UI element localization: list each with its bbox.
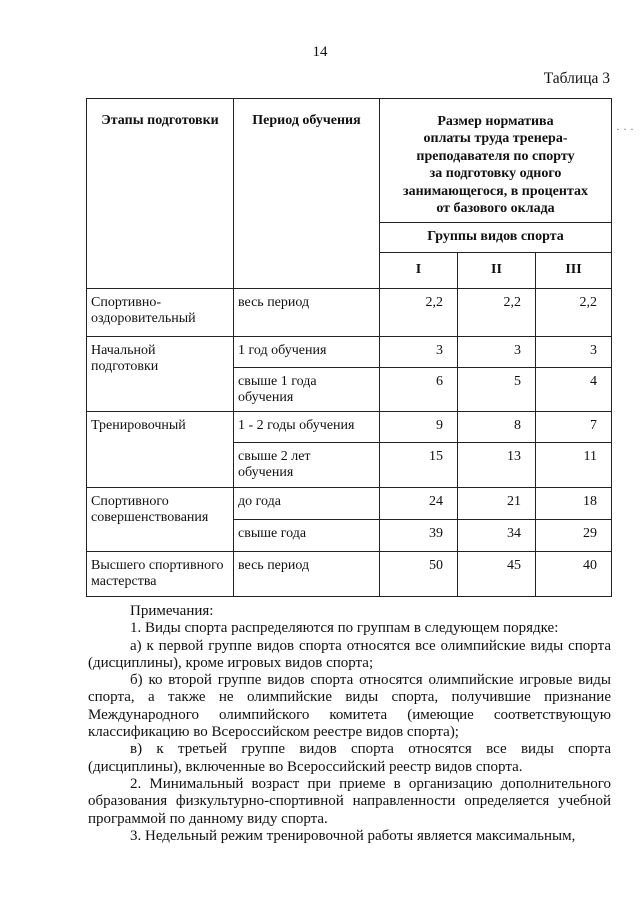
stage-cell xyxy=(87,289,234,337)
period-line: обучения xyxy=(238,465,294,481)
table-row xyxy=(87,552,612,597)
period-cell xyxy=(234,412,380,443)
note-paragraph: в) к третьей группе видов спорта относятся все виды спорта (дисциплины), включенные во Всероссийский реестр видов спорта. xyxy=(88,741,611,775)
stage-line: Высшего спортивного xyxy=(91,558,224,573)
stage-cell xyxy=(87,337,234,412)
table-row xyxy=(87,289,612,337)
note-paragraph: б) ко второй группе видов спорта относятся олимпийские игровые виды спорта, а также не олимпийские виды спорта, получившие признание Международного олимпийского комитета (имеющие соответствующую классификацию во Всероссийском реестре видов спорта); xyxy=(88,672,611,741)
table-row xyxy=(87,488,612,520)
value-cell: 50 xyxy=(380,552,458,597)
value-cell: 15 xyxy=(380,443,458,488)
period-cell xyxy=(234,368,380,412)
stage-line: Тренировочный xyxy=(91,418,186,433)
value-cell: 8 xyxy=(458,412,536,443)
stage-line: оздоровительный xyxy=(91,311,196,327)
stage-cell xyxy=(87,552,234,597)
value-cell: 13 xyxy=(458,443,536,488)
header-group-3: III xyxy=(536,253,612,289)
value-cell: 40 xyxy=(536,552,612,597)
header-rate-line: Размер норматива xyxy=(437,114,554,129)
value-cell: 5 xyxy=(458,368,536,412)
stage-line: мастерства xyxy=(91,574,157,590)
header-rate-line: оплаты труда тренера- xyxy=(423,131,568,147)
value-cell: 39 xyxy=(380,520,458,552)
table-label: Таблица 3 xyxy=(543,70,610,87)
value-cell: 29 xyxy=(536,520,612,552)
stage-line: совершенствования xyxy=(91,510,209,526)
value-cell: 18 xyxy=(536,488,612,520)
stage-line: Спортивного xyxy=(91,494,169,509)
value-cell: 6 xyxy=(380,368,458,412)
header-rate-line: от базового оклада xyxy=(436,201,555,217)
note-paragraph: 1. Виды спорта распределяются по группам в следующем порядке: xyxy=(130,620,559,637)
value-cell: 11 xyxy=(536,443,612,488)
header-groups: Группы видов спорта xyxy=(380,223,612,253)
notes xyxy=(88,603,611,845)
header-rate-line: занимающегося, в процентах xyxy=(402,183,589,199)
period-line: свыше года xyxy=(238,526,307,541)
period-line: 1 - 2 годы обучения xyxy=(238,418,355,433)
period-cell xyxy=(234,337,380,368)
period-line: весь период xyxy=(238,295,310,310)
value-cell: 34 xyxy=(458,520,536,552)
norm-table xyxy=(86,98,612,597)
stage-line: подготовки xyxy=(91,359,159,375)
value-cell: 3 xyxy=(536,337,612,368)
period-line: 1 год обучения xyxy=(238,343,327,358)
stage-cell xyxy=(87,412,234,488)
value-cell: 4 xyxy=(536,368,612,412)
value-cell: 9 xyxy=(380,412,458,443)
table-row xyxy=(87,337,612,368)
value-cell: 2,2 xyxy=(536,289,612,337)
period-cell xyxy=(234,443,380,488)
value-cell: 21 xyxy=(458,488,536,520)
margin-mark: · · · xyxy=(616,122,634,136)
period-line: весь период xyxy=(238,558,310,573)
table-row xyxy=(87,412,612,443)
period-line: до года xyxy=(238,494,281,509)
header-group-2: II xyxy=(458,253,536,289)
stage-line: Начальной xyxy=(91,343,156,358)
header-period: Период обучения xyxy=(234,99,380,289)
stage-line: Спортивно- xyxy=(91,295,162,310)
value-cell: 2,2 xyxy=(458,289,536,337)
header-rate xyxy=(380,99,612,223)
note-paragraph: 3. Недельный режим тренировочной работы является максимальным, xyxy=(130,827,576,844)
period-cell xyxy=(234,289,380,337)
value-cell: 3 xyxy=(458,337,536,368)
value-cell: 24 xyxy=(380,488,458,520)
period-cell xyxy=(234,552,380,597)
value-cell: 2,2 xyxy=(380,289,458,337)
period-line: свыше 2 лет xyxy=(238,449,311,464)
header-rate-line: преподавателя по спорту xyxy=(416,148,575,164)
header-stage: Этапы подготовки xyxy=(87,99,234,289)
period-cell xyxy=(234,488,380,520)
period-line: обучения xyxy=(238,390,294,406)
note-paragraph: а) к первой группе видов спорта относятся все олимпийские виды спорта (дисциплины), кроме игровых видов спорта; xyxy=(88,637,611,671)
header-group-1: I xyxy=(380,253,458,289)
period-line: свыше 1 года xyxy=(238,374,317,389)
period-cell xyxy=(234,520,380,552)
page-number: 14 xyxy=(312,44,328,60)
note-paragraph: 2. Минимальный возраст при приеме в организацию дополнительного образования физкультурно-спортивной направленности определяется учебной программой по данному виду спорта. xyxy=(88,775,611,827)
notes-heading: Примечания: xyxy=(130,603,214,619)
value-cell: 3 xyxy=(380,337,458,368)
header-rate-line: за подготовку одного xyxy=(429,166,562,182)
value-cell: 45 xyxy=(458,552,536,597)
value-cell: 7 xyxy=(536,412,612,443)
stage-cell xyxy=(87,488,234,552)
